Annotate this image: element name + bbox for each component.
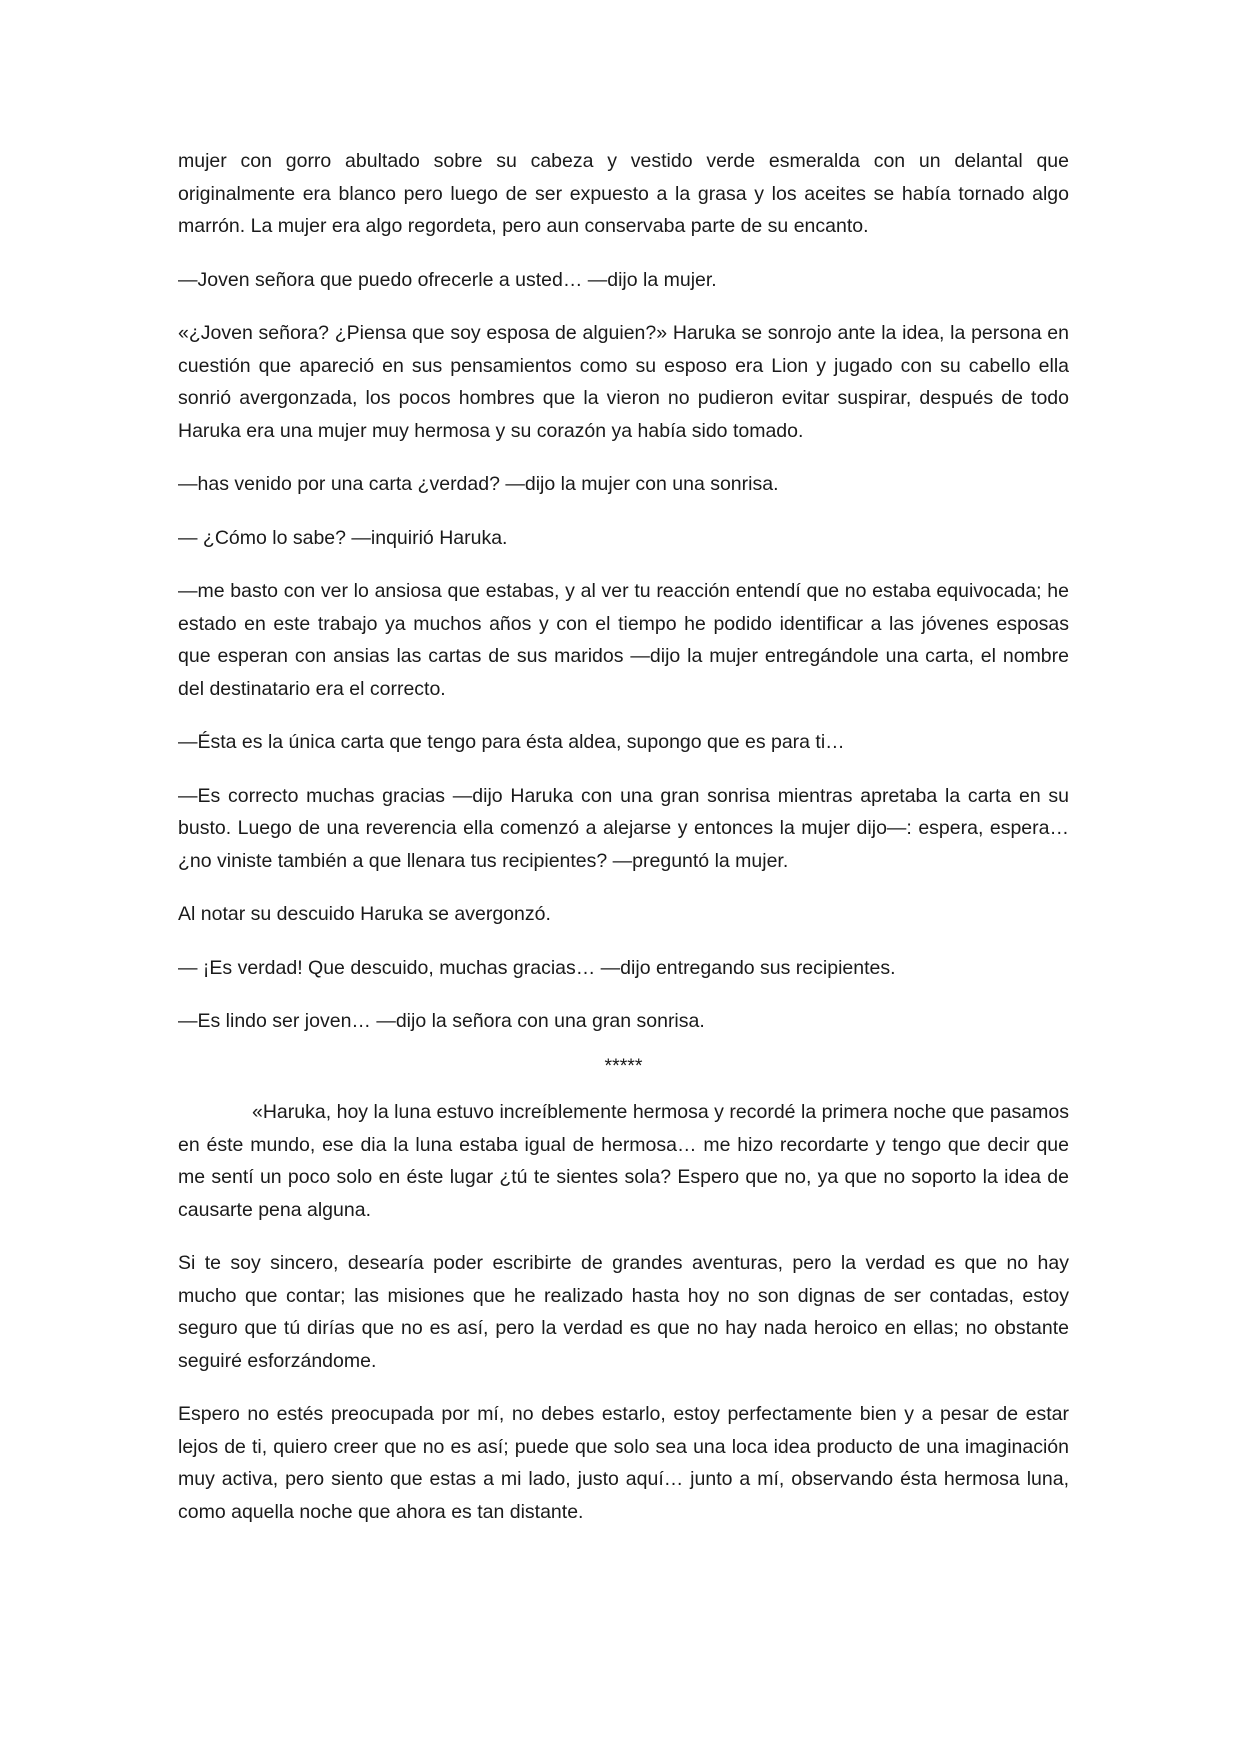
letter-paragraph: «Haruka, hoy la luna estuvo increíblemente hermosa y recordé la primera noche que pasamos en éste mundo, ese dia la luna estaba igual de hermosa… me hizo recordarte y tengo que decir que me sentí un poco solo en éste lugar ¿tú te sientes sola? Espero que no, ya que no soporto la idea de causarte pena alguna. bbox=[178, 1101, 1069, 1221]
paragraph: — ¡Es verdad! Que descuido, muchas gracias… —dijo entregando sus recipientes. bbox=[178, 956, 896, 979]
letter-paragraph: Si te soy sincero, desearía poder escribirte de grandes aventuras, pero la verdad es que no hay mucho que contar; las misiones que he realizado hasta hoy no son dignas de ser contadas, estoy seguro que tú dirías que no es así, pero la verdad es que no hay nada heroico en ellas; no obstante seguiré esforzándome. bbox=[178, 1252, 1069, 1372]
paragraph: —has venido por una carta ¿verdad? —dijo la mujer con una sonrisa. bbox=[178, 473, 779, 495]
paragraph: —Joven señora que puedo ofrecerle a usted… —dijo la mujer. bbox=[178, 268, 717, 291]
scene-separator: ***** bbox=[604, 1054, 643, 1077]
paragraph: —Ésta es la única carta que tengo para ésta aldea, supongo que es para ti… bbox=[178, 731, 845, 753]
paragraph: — ¿Cómo lo sabe? —inquirió Haruka. bbox=[178, 526, 508, 549]
paragraph: «¿Joven señora? ¿Piensa que soy esposa de alguien?» Haruka se sonrojo ante la idea, la persona en cuestión que apareció en sus pensamientos como su esposo era Lion y jugado con su cabello ella sonrió avergonzada, los pocos hombres que la vieron no pudieron evitar suspirar, después de todo Haruka era una mujer muy hermosa y su corazón ya había sido tomado. bbox=[178, 322, 1069, 442]
paragraph: Al notar su descuido Haruka se avergonzó. bbox=[178, 903, 551, 925]
paragraph: mujer con gorro abultado sobre su cabeza y vestido verde esmeralda con un delantal que originalmente era blanco pero luego de ser expuesto a la grasa y los aceites se había tornado algo marrón. La mujer era algo regordeta, pero aun conservaba parte de su encanto. bbox=[178, 150, 1069, 237]
document-body bbox=[178, 145, 1069, 1549]
letter-paragraph: Espero no estés preocupada por mí, no debes estarlo, estoy perfectamente bien y a pesar de estar lejos de ti, quiero creer que no es así; puede que solo sea una loca idea producto de una imaginación muy activa, pero siento que estas a mi lado, justo aquí… junto a mí, observando ésta hermosa luna, como aquella noche que ahora es tan distante. bbox=[178, 1403, 1069, 1523]
paragraph: —Es lindo ser joven… —dijo la señora con una gran sonrisa. bbox=[178, 1010, 705, 1032]
paragraph: —me basto con ver lo ansiosa que estabas, y al ver tu reacción entendí que no estaba equivocada; he estado en este trabajo ya muchos años y con el tiempo he podido identificar a las jóvenes esposas que esperan con ansias las cartas de sus maridos —dijo la mujer entregándole una carta, el nombre del destinatario era el correcto. bbox=[178, 580, 1069, 700]
paragraph: —Es correcto muchas gracias —dijo Haruka con una gran sonrisa mientras apretaba la carta en su busto. Luego de una reverencia ella comenzó a alejarse y entonces la mujer dijo—: espera, espera… ¿no viniste también a que llenara tus recipientes? —preguntó la mujer. bbox=[178, 784, 1069, 872]
